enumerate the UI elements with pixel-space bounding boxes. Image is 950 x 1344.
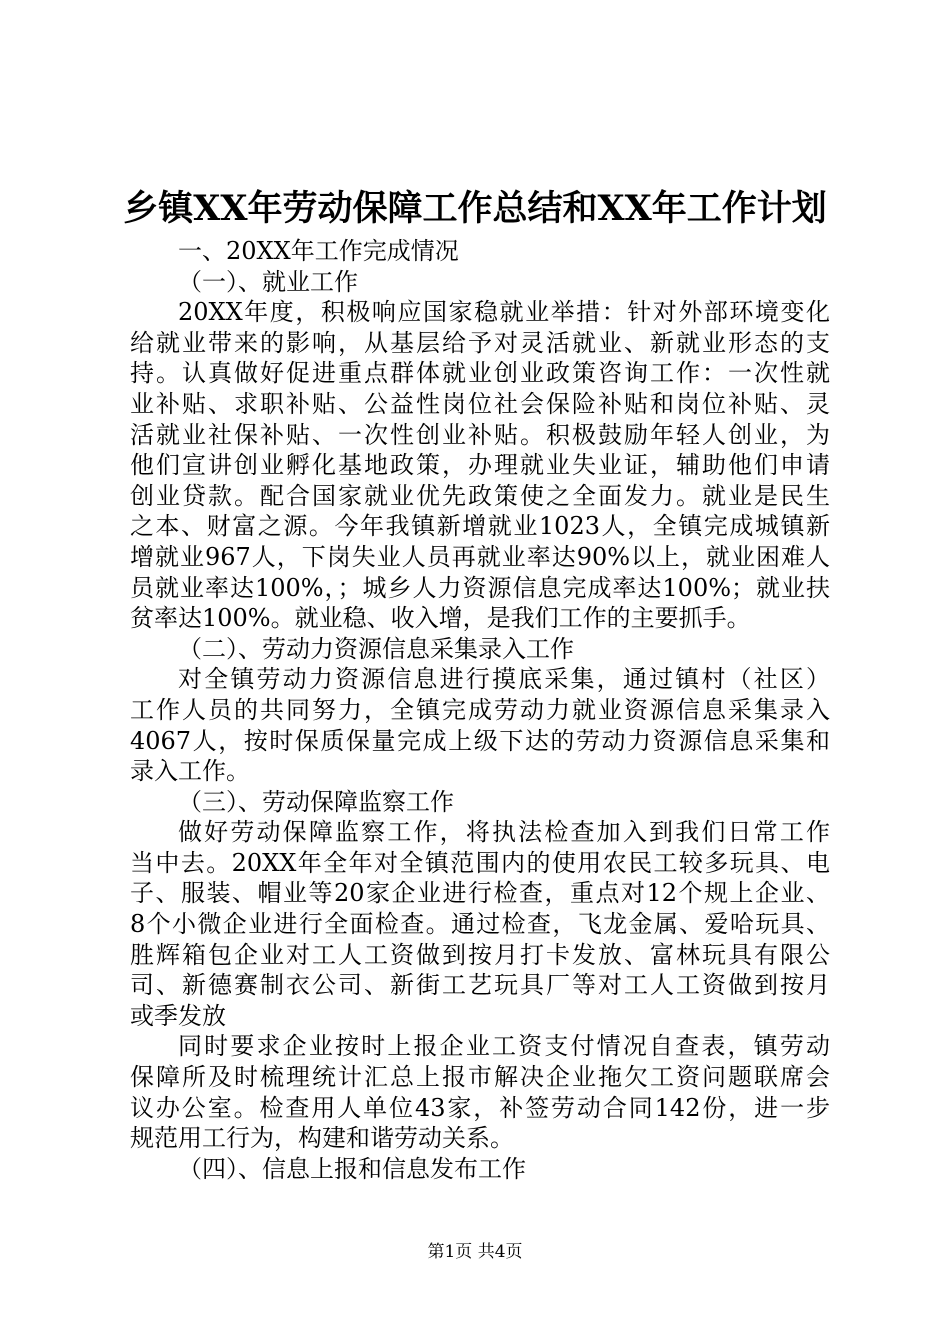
text-line: 保障所及时梳理统计汇总上报市解决企业拖欠工资问题联席会 bbox=[130, 1063, 830, 1092]
text-line: 当中去。20XX年全年对全镇范围内的使用农民工较多玩具、电 bbox=[130, 848, 830, 877]
text-line: 工作人员的共同努力，全镇完成劳动力就业资源信息采集录入 bbox=[130, 695, 830, 724]
text-line: 胜辉箱包企业对工人工资做到按月打卡发放、富林玩具有限公 bbox=[130, 940, 830, 969]
text-line: 员就业率达100%，；城乡人力资源信息完成率达100%；就业扶 bbox=[130, 573, 830, 602]
text-line: 增就业967人，下岗失业人员再就业率达90%以上，就业困难人 bbox=[130, 542, 830, 571]
text-line: （三）、劳动保障监察工作 bbox=[178, 787, 454, 816]
text-line: （一）、就业工作 bbox=[178, 267, 358, 296]
text-line: 业补贴、求职补贴、公益性岗位社会保险补贴和岗位补贴、灵 bbox=[130, 389, 830, 418]
text-line: 贫率达100%。就业稳、收入增，是我们工作的主要抓手。 bbox=[130, 604, 751, 633]
text-line: 他们宣讲创业孵化基地政策，办理就业失业证，辅助他们申请 bbox=[130, 451, 830, 480]
text-line: 对全镇劳动力资源信息进行摸底采集，通过镇村（社区） bbox=[178, 665, 830, 694]
text-line: 或季发放 bbox=[130, 1001, 226, 1030]
document-title: 乡镇XX年劳动保障工作总结和XX年工作计划 bbox=[123, 188, 827, 229]
text-line: 一、20XX年工作完成情况 bbox=[178, 237, 459, 265]
text-line: 子、服装、帽业等20家企业进行检查，重点对12个规上企业、 bbox=[130, 879, 830, 908]
text-line: 持。认真做好促进重点群体就业创业政策咨询工作：一次性就 bbox=[130, 359, 830, 388]
text-line: 规范用工行为，构建和谐劳动关系。 bbox=[130, 1124, 514, 1153]
text-line: 做好劳动保障监察工作，将执法检查加入到我们日常工作 bbox=[178, 818, 830, 847]
text-line: 4067人，按时保质保量完成上级下达的劳动力资源信息采集和 bbox=[130, 726, 830, 755]
text-line: 之本、财富之源。今年我镇新增就业1023人，全镇完成城镇新 bbox=[130, 512, 830, 541]
text-line: 同时要求企业按时上报企业工资支付情况自查表，镇劳动 bbox=[178, 1032, 830, 1061]
text-line: 录入工作。 bbox=[130, 757, 250, 786]
page-footer: 第1页 共4页 bbox=[427, 1242, 523, 1262]
text-line: 议办公室。检查用人单位43家，补签劳动合同142份，进一步 bbox=[130, 1093, 830, 1122]
text-line: 活就业社保补贴、一次性创业补贴。积极鼓励年轻人创业，为 bbox=[130, 420, 830, 449]
document-body bbox=[130, 236, 830, 1184]
text-line: 创业贷款。配合国家就业优先政策使之全面发力。就业是民生 bbox=[130, 481, 830, 510]
text-line: 给就业带来的影响，从基层给予对灵活就业、新就业形态的支 bbox=[130, 328, 830, 357]
text-line: 司、新德赛制衣公司、新街工艺玩具厂等对工人工资做到按月 bbox=[130, 971, 830, 1000]
text-line: 8个小微企业进行全面检查。通过检查，飞龙金属、爱哈玩具、 bbox=[130, 910, 830, 939]
text-line: （四）、信息上报和信息发布工作 bbox=[178, 1154, 526, 1183]
text-line: 20XX年度，积极响应国家稳就业举措：针对外部环境变化 bbox=[178, 298, 830, 327]
text-line: （二）、劳动力资源信息采集录入工作 bbox=[178, 634, 574, 663]
